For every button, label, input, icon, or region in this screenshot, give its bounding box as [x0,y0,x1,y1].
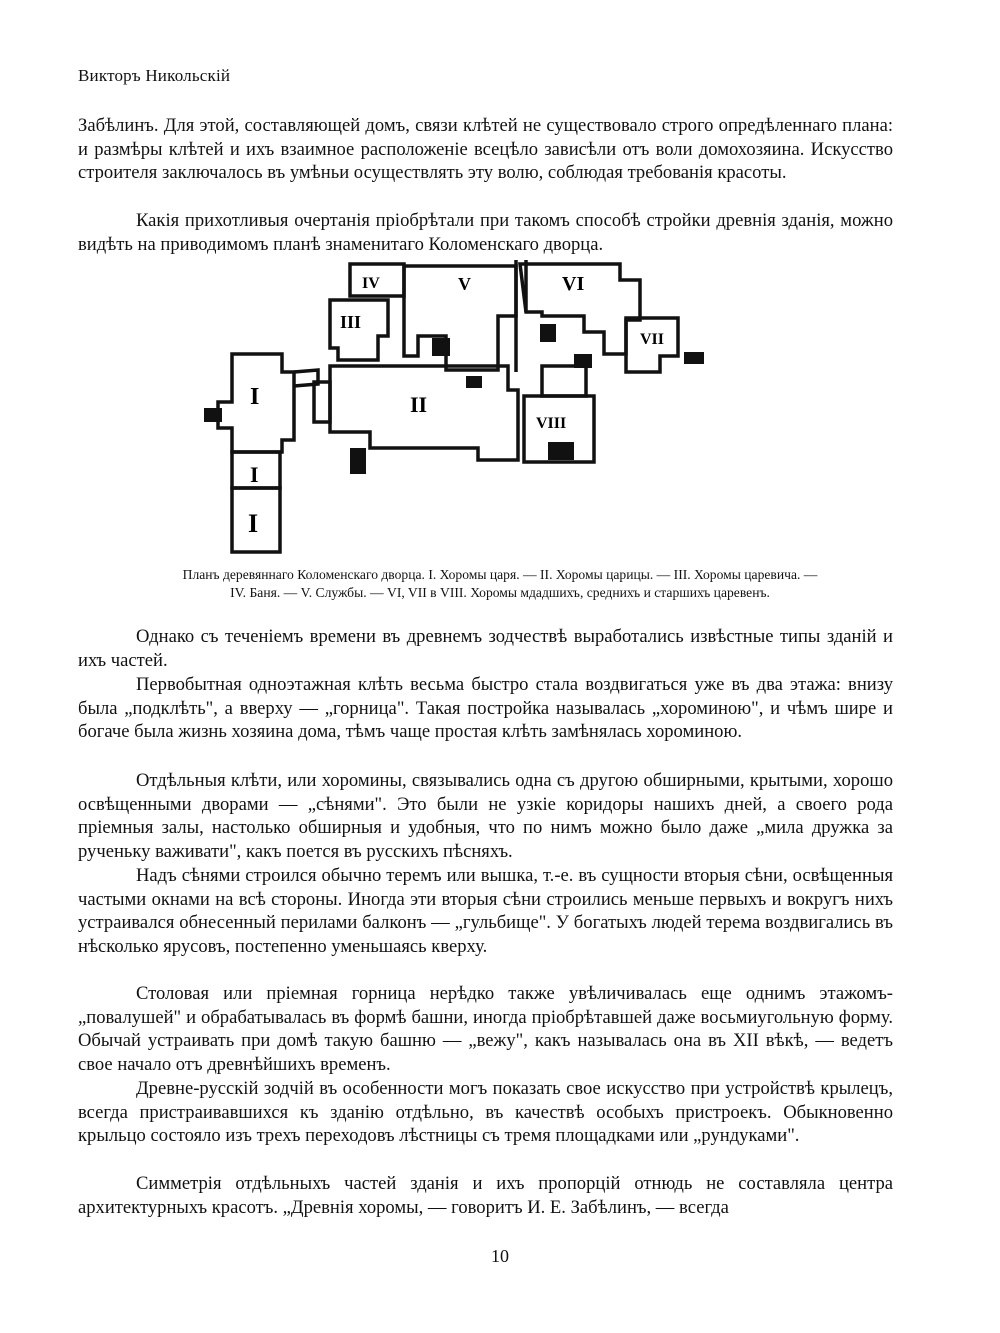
page-number: 10 [491,1246,509,1266]
running-header: Викторъ Никольскій [78,66,231,85]
room-label-vi: VI [562,273,585,295]
paragraph-1: Забѣлинъ. Для этой, составляющей домъ, связи клѣтей не существовало строго опредѣленнаго плана: и размѣры клѣтей и ихъ взаимное расположеніе всецѣло зависѣли отъ воли домохозяина. Искусство строителя заключалось въ умѣньи осуществлять эту волю, соблюдая требованія красоты. [78,115,893,184]
room-label-iv: IV [362,275,380,292]
kolomenskoye-palace-plan [190,252,720,558]
room-label-i-middle: I [250,462,259,487]
room-label-i-lower: I [248,509,259,538]
paragraph-4: Первобытная одноэтажная клѣть весьма быстро стала воздвигаться уже въ два этажа: внизу была „подклѣть", а вверху — „горница". Такая постройка называлась „хороминою", и чѣмъ шире и богаче была жизнь хозяина дома, тѣмъ чаще простая клѣть замѣнялась хороминою. [78,674,893,743]
room-label-ii: II [410,392,428,417]
room-label-vii: VII [640,331,665,348]
paragraph-7: Столовая или пріемная горница нерѣдко также увѣличивалась еще однимъ этажомъ- „повалушей" и обрабатывалась въ формѣ башни, иногда пріобрѣтавшей даже восьмиугольную форму. Обычай устраивать при домѣ такую башню — „вежу", какъ называлась она въ XII вѣкѣ, — ведетъ свое начало отъ древнѣйшихъ временъ. [78,983,893,1075]
figure-caption [60,566,940,602]
paragraph-2: Какія прихотливыя очертанія пріобрѣтали при такомъ способѣ стройки древнія зданія, можно видѣть на приводимомъ планѣ знаменитаго Коломенскаго дворца. [78,210,893,255]
room-label-iii: III [340,312,362,332]
paragraph-9: Симметрія отдѣльныхъ частей зданія и ихъ пропорцій отнюдь не составляла центра архитектурныхъ красотъ. „Древнія хоромы, — говоритъ И. Е. Забѣлинъ, — всегда [78,1173,893,1218]
room-label-i: I [250,384,260,410]
paragraph-8: Древне-русскій зодчій въ особенности могъ показать свое искусство при устройствѣ крылецъ, всегда пристраивавшихся къ зданію отдѣльно, въ качествѣ особыхъ пристроекъ. Обыкновенно крыльцо состояло изъ трехъ переходовъ лѣстницы съ тремя площадками или „рундуками". [78,1078,893,1147]
room-label-viii: VIII [536,415,567,432]
paragraph-6: Надъ сѣнями строился обычно теремъ или вышка, т.-е. въ сущности вторыя сѣни, освѣщенныя частыми окнами на всѣ стороны. Иногда эти вторыя сѣни строились меньше первыхъ и вокругъ нихъ устраивался обнесенный перилами балконъ — „гульбище". У богатыхъ людей терема воздвигались въ нѣсколько ярусовъ, постепенно уменьшаясь кверху. [78,865,893,957]
paragraph-5: Отдѣльныя клѣти, или хоромины, связывались одна съ другою обширными, крытыми, хорошо освѣщенными дворами — „сѣнями". Это были не узкіе коридоры нашихъ дней, а своего рода пріемныя залы, настолько обширныя и удобныя, что по нимъ можно было даже „мила дружка за рученьку важивати", какъ поется въ русскихъ пѣсняхъ. [78,770,893,862]
paragraph-3: Однако съ теченіемъ времени въ древнемъ зодчествѣ выработались извѣстные типы зданій и ихъ частей. [78,626,893,671]
caption-line-2: IV. Баня. — V. Службы. — VI, VII в VIII. Хоромы мдадшихъ, среднихъ и старшихъ царевенъ. [230,585,770,600]
caption-line-1: Планъ деревяннаго Коломенскаго дворца. I. Хоромы царя. — II. Хоромы царицы. — III. Хоромы царевича. — [182,567,818,582]
room-outline-viii-link [542,366,586,396]
room-label-v: V [458,274,471,294]
room-outline-ii-left [314,382,330,422]
